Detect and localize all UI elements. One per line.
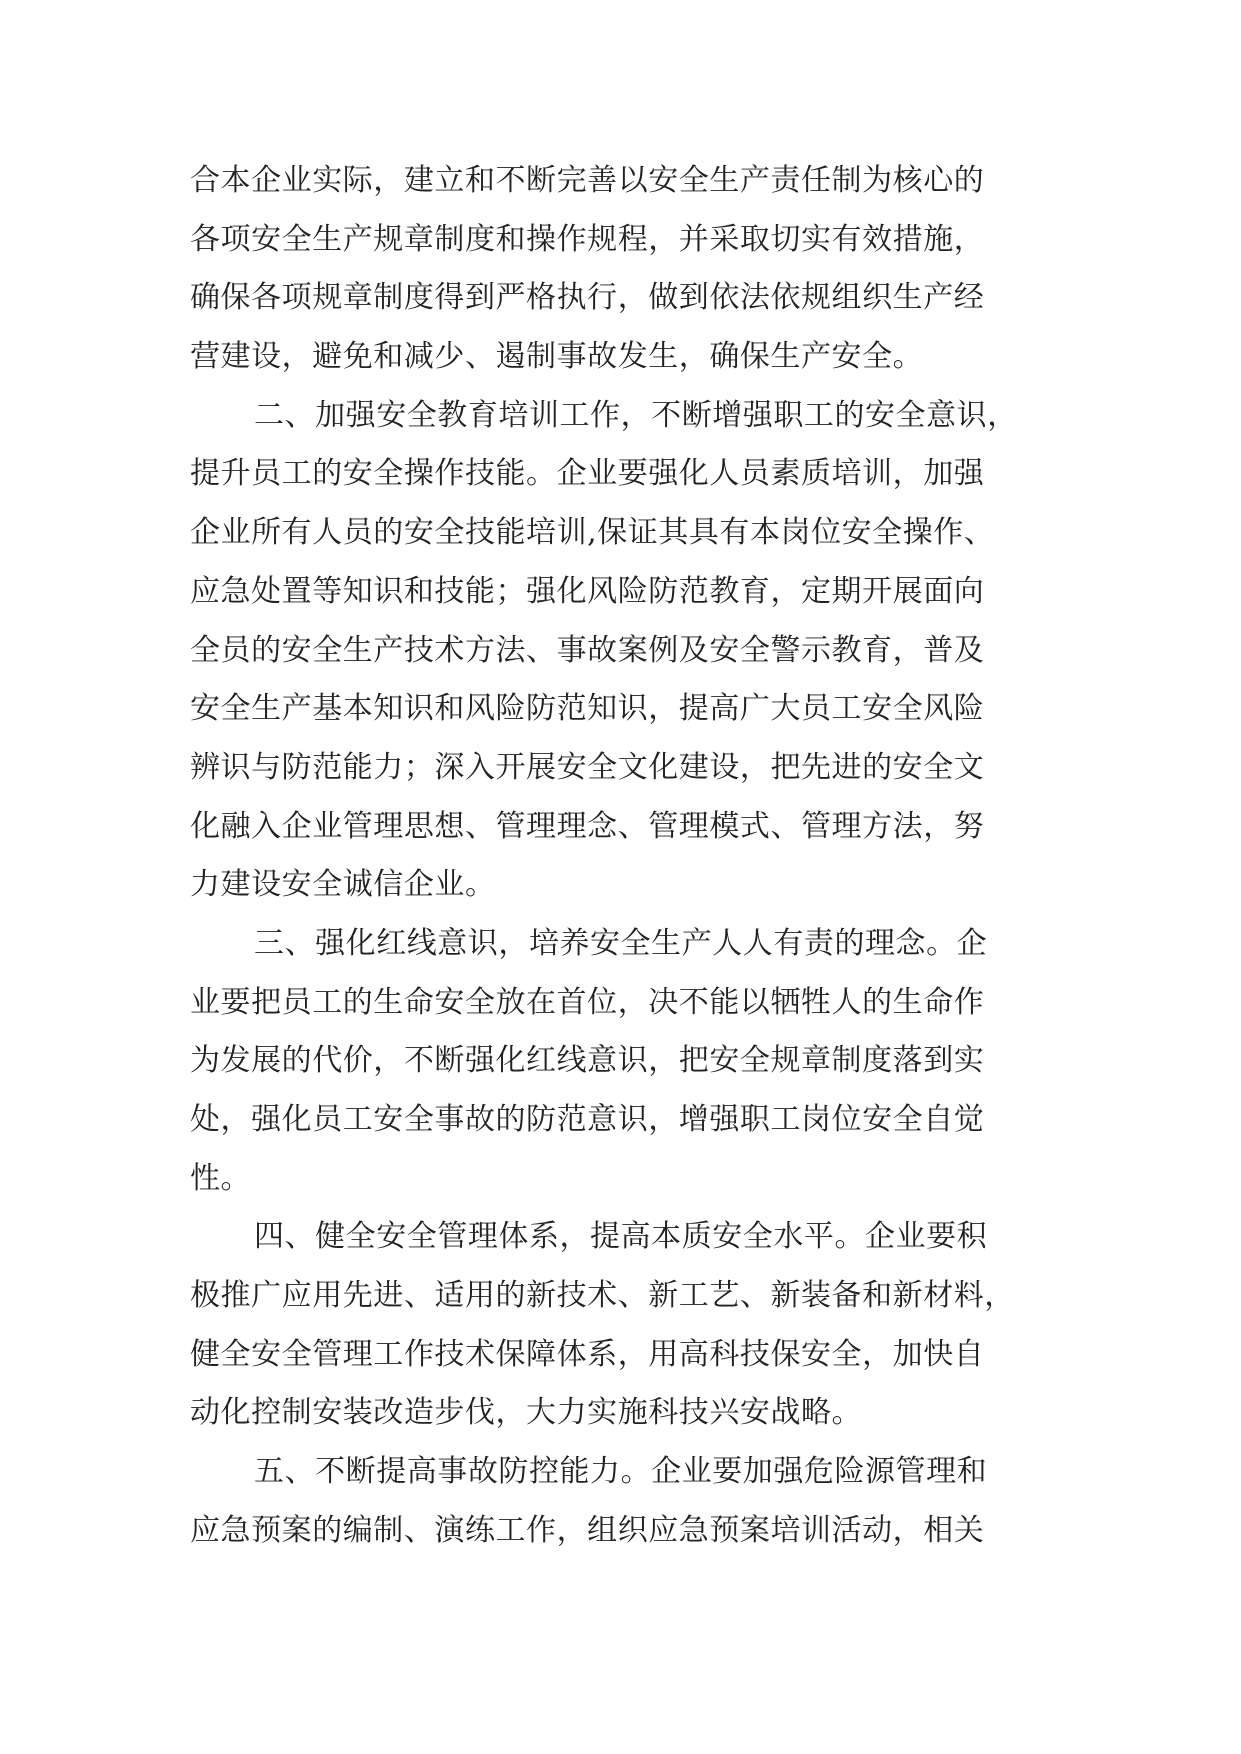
- text-line: 化融入企业管理思想、管理理念、管理模式、管理方法，努: [190, 808, 985, 844]
- text-line: 健全安全管理工作技术保障体系，用高科技保安全，加快自: [190, 1336, 985, 1372]
- text-line: 提升员工的安全操作技能。企业要强化人员素质培训，加强: [190, 456, 985, 492]
- text-line: 全员的安全生产技术方法、事故案例及安全警示教育，普及: [190, 632, 985, 668]
- text-line: 营建设，避免和减少、遏制事故发生，确保生产安全。: [190, 339, 924, 375]
- text-line: 极推广应用先进、适用的新技术、新工艺、新装备和新材料，: [190, 1278, 1015, 1314]
- text-line: 合本企业实际，建立和不断完善以安全生产责任制为核心的: [190, 163, 985, 198]
- text-line: 应急预案的编制、演练工作，组织应急预案培训活动，相关: [190, 1512, 985, 1548]
- text-line: 处，强化员工安全事故的防范意识，增强职工岗位安全自觉: [190, 1102, 985, 1137]
- paragraph-first-line: 五、不断提高事故防控能力。企业要加强危险源管理和: [254, 1454, 988, 1490]
- text-line: 力建设安全诚信企业。: [190, 867, 496, 903]
- text-line: 业要把员工的生命安全放在首位，决不能以牺牲人的生命作: [190, 984, 985, 1020]
- text-line: 企业所有人员的安全技能培训,保证其具有本岗位安全操作、: [190, 515, 995, 551]
- text-line: 性。: [190, 1160, 252, 1196]
- paragraph-first-line: 二、加强安全教育培训工作，不断增强职工的安全意识，: [254, 397, 1018, 433]
- document-body: [190, 152, 1070, 1561]
- text-line: 各项安全生产规章制度和操作规程，并采取切实有效措施，: [190, 221, 985, 257]
- paragraph-first-line: 四、健全安全管理体系，提高本质安全水平。企业要积: [254, 1219, 988, 1255]
- paragraph-first-line: 三、强化红线意识，培养安全生产人人有责的理念。企: [254, 925, 988, 961]
- text-line: 动化控制安装改造步伐，大力实施科技兴安战略。: [190, 1395, 863, 1431]
- text-line: 应急处置等知识和技能；强化风险防范教育，定期开展面向: [190, 573, 985, 609]
- text-line: 确保各项规章制度得到严格执行，做到依法依规组织生产经: [190, 280, 985, 316]
- text-line: 为发展的代价，不断强化红线意识，把安全规章制度落到实: [190, 1043, 985, 1079]
- text-line: 安全生产基本知识和风险防范知识，提高广大员工安全风险: [190, 691, 985, 727]
- text-line: 辨识与防范能力；深入开展安全文化建设，把先进的安全文: [190, 749, 985, 785]
